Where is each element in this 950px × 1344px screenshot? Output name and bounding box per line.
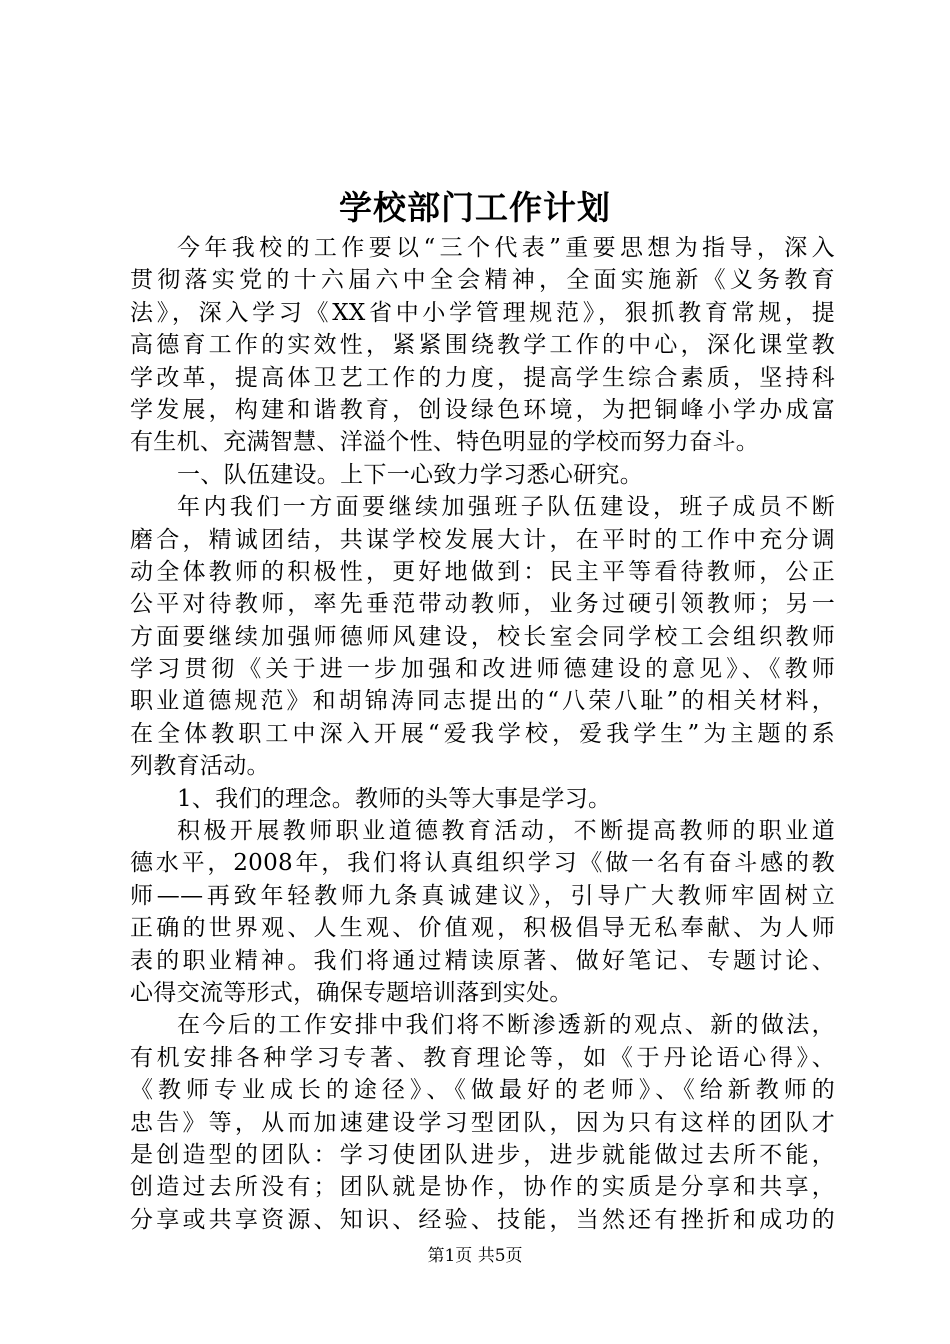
text-line: 贯彻落实党的十六届六中全会精神，全面实施新《义务教育 (130, 267, 835, 294)
document-title: 学校部门工作计划 (339, 188, 611, 227)
text-line: 公平对待教师，率先垂范带动教师，业务过硬引领教师；另一 (130, 591, 835, 618)
text-line: 师——再致年轻教师九条真诚建议》，引导广大教师牢固树立 (130, 882, 835, 909)
text-line: 年内我们一方面要继续加强班子队伍建设，班子成员不断 (177, 494, 835, 521)
text-line: 法》，深入学习《XX省中小学管理规范》，狠抓教育常规，提 (130, 299, 835, 326)
text-line: 德水平，2008年，我们将认真组织学习《做一名有奋斗感的教 (130, 850, 835, 877)
text-line: 表的职业精神。我们将通过精读原著、做好笔记、专题讨论、 (130, 947, 835, 974)
text-line: 忠告》等，从而加速建设学习型团队，因为只有这样的团队才 (130, 1109, 835, 1136)
text-line: 学改革，提高体卫艺工作的力度，提高学生综合素质，坚持科 (130, 364, 835, 391)
text-line: 在全体教职工中深入开展“爱我学校，爱我学生”为主题的系 (130, 720, 835, 747)
text-line: 今年我校的工作要以“三个代表”重要思想为指导，深入 (177, 235, 835, 261)
text-line: 高德育工作的实效性，紧紧围绕教学工作的中心，深化课堂教 (130, 332, 835, 359)
text-line: 学习贯彻《关于进一步加强和改进师德建设的意见》、《教师 (130, 656, 835, 683)
text-line: 《教师专业成长的途径》、《做最好的老师》、《给新教师的 (130, 1077, 835, 1104)
text-line: 在今后的工作安排中我们将不断渗透新的观点、新的做法， (177, 1012, 835, 1039)
text-line: 学发展，构建和谐教育，创设绿色环境，为把铜峰小学办成富 (130, 396, 835, 423)
document-body (130, 232, 835, 1236)
text-line: 磨合，精诚团结，共谋学校发展大计，在平时的工作中充分调 (130, 526, 835, 553)
text-line: 积极开展教师职业道德教育活动，不断提高教师的职业道 (177, 818, 835, 845)
text-line: 是创造型的团队：学习使团队进步，进步就能做过去所不能， (130, 1141, 835, 1168)
text-line: 有机安排各种学习专著、教育理论等，如《于丹论语心得》、 (130, 1044, 835, 1071)
text-line: 方面要继续加强师德师风建设，校长室会同学校工会组织教师 (130, 623, 835, 650)
text-line: 列教育活动。 (130, 753, 270, 780)
text-line: 正确的世界观、人生观、价值观，积极倡导无私奉献、为人师 (130, 915, 835, 942)
text-line: 职业道德规范》和胡锦涛同志提出的“八荣八耻”的相关材料， (130, 688, 835, 715)
page-footer: 第1页 共5页 (427, 1246, 523, 1266)
text-line: 1、我们的理念。教师的头等大事是学习。 (177, 785, 612, 812)
text-line: 有生机、充满智慧、洋溢个性、特色明显的学校而努力奋斗。 (130, 429, 760, 456)
text-line: 分享或共享资源、知识、经验、技能，当然还有挫折和成功的 (130, 1206, 835, 1233)
text-line: 心得交流等形式，确保专题培训落到实处。 (130, 979, 573, 1006)
text-line: 一、队伍建设。上下一心致力学习悉心研究。 (177, 461, 643, 488)
text-line: 创造过去所没有；团队就是协作，协作的实质是分享和共享， (130, 1174, 835, 1201)
text-line: 动全体教师的积极性，更好地做到：民主平等看待教师，公正 (130, 558, 835, 585)
